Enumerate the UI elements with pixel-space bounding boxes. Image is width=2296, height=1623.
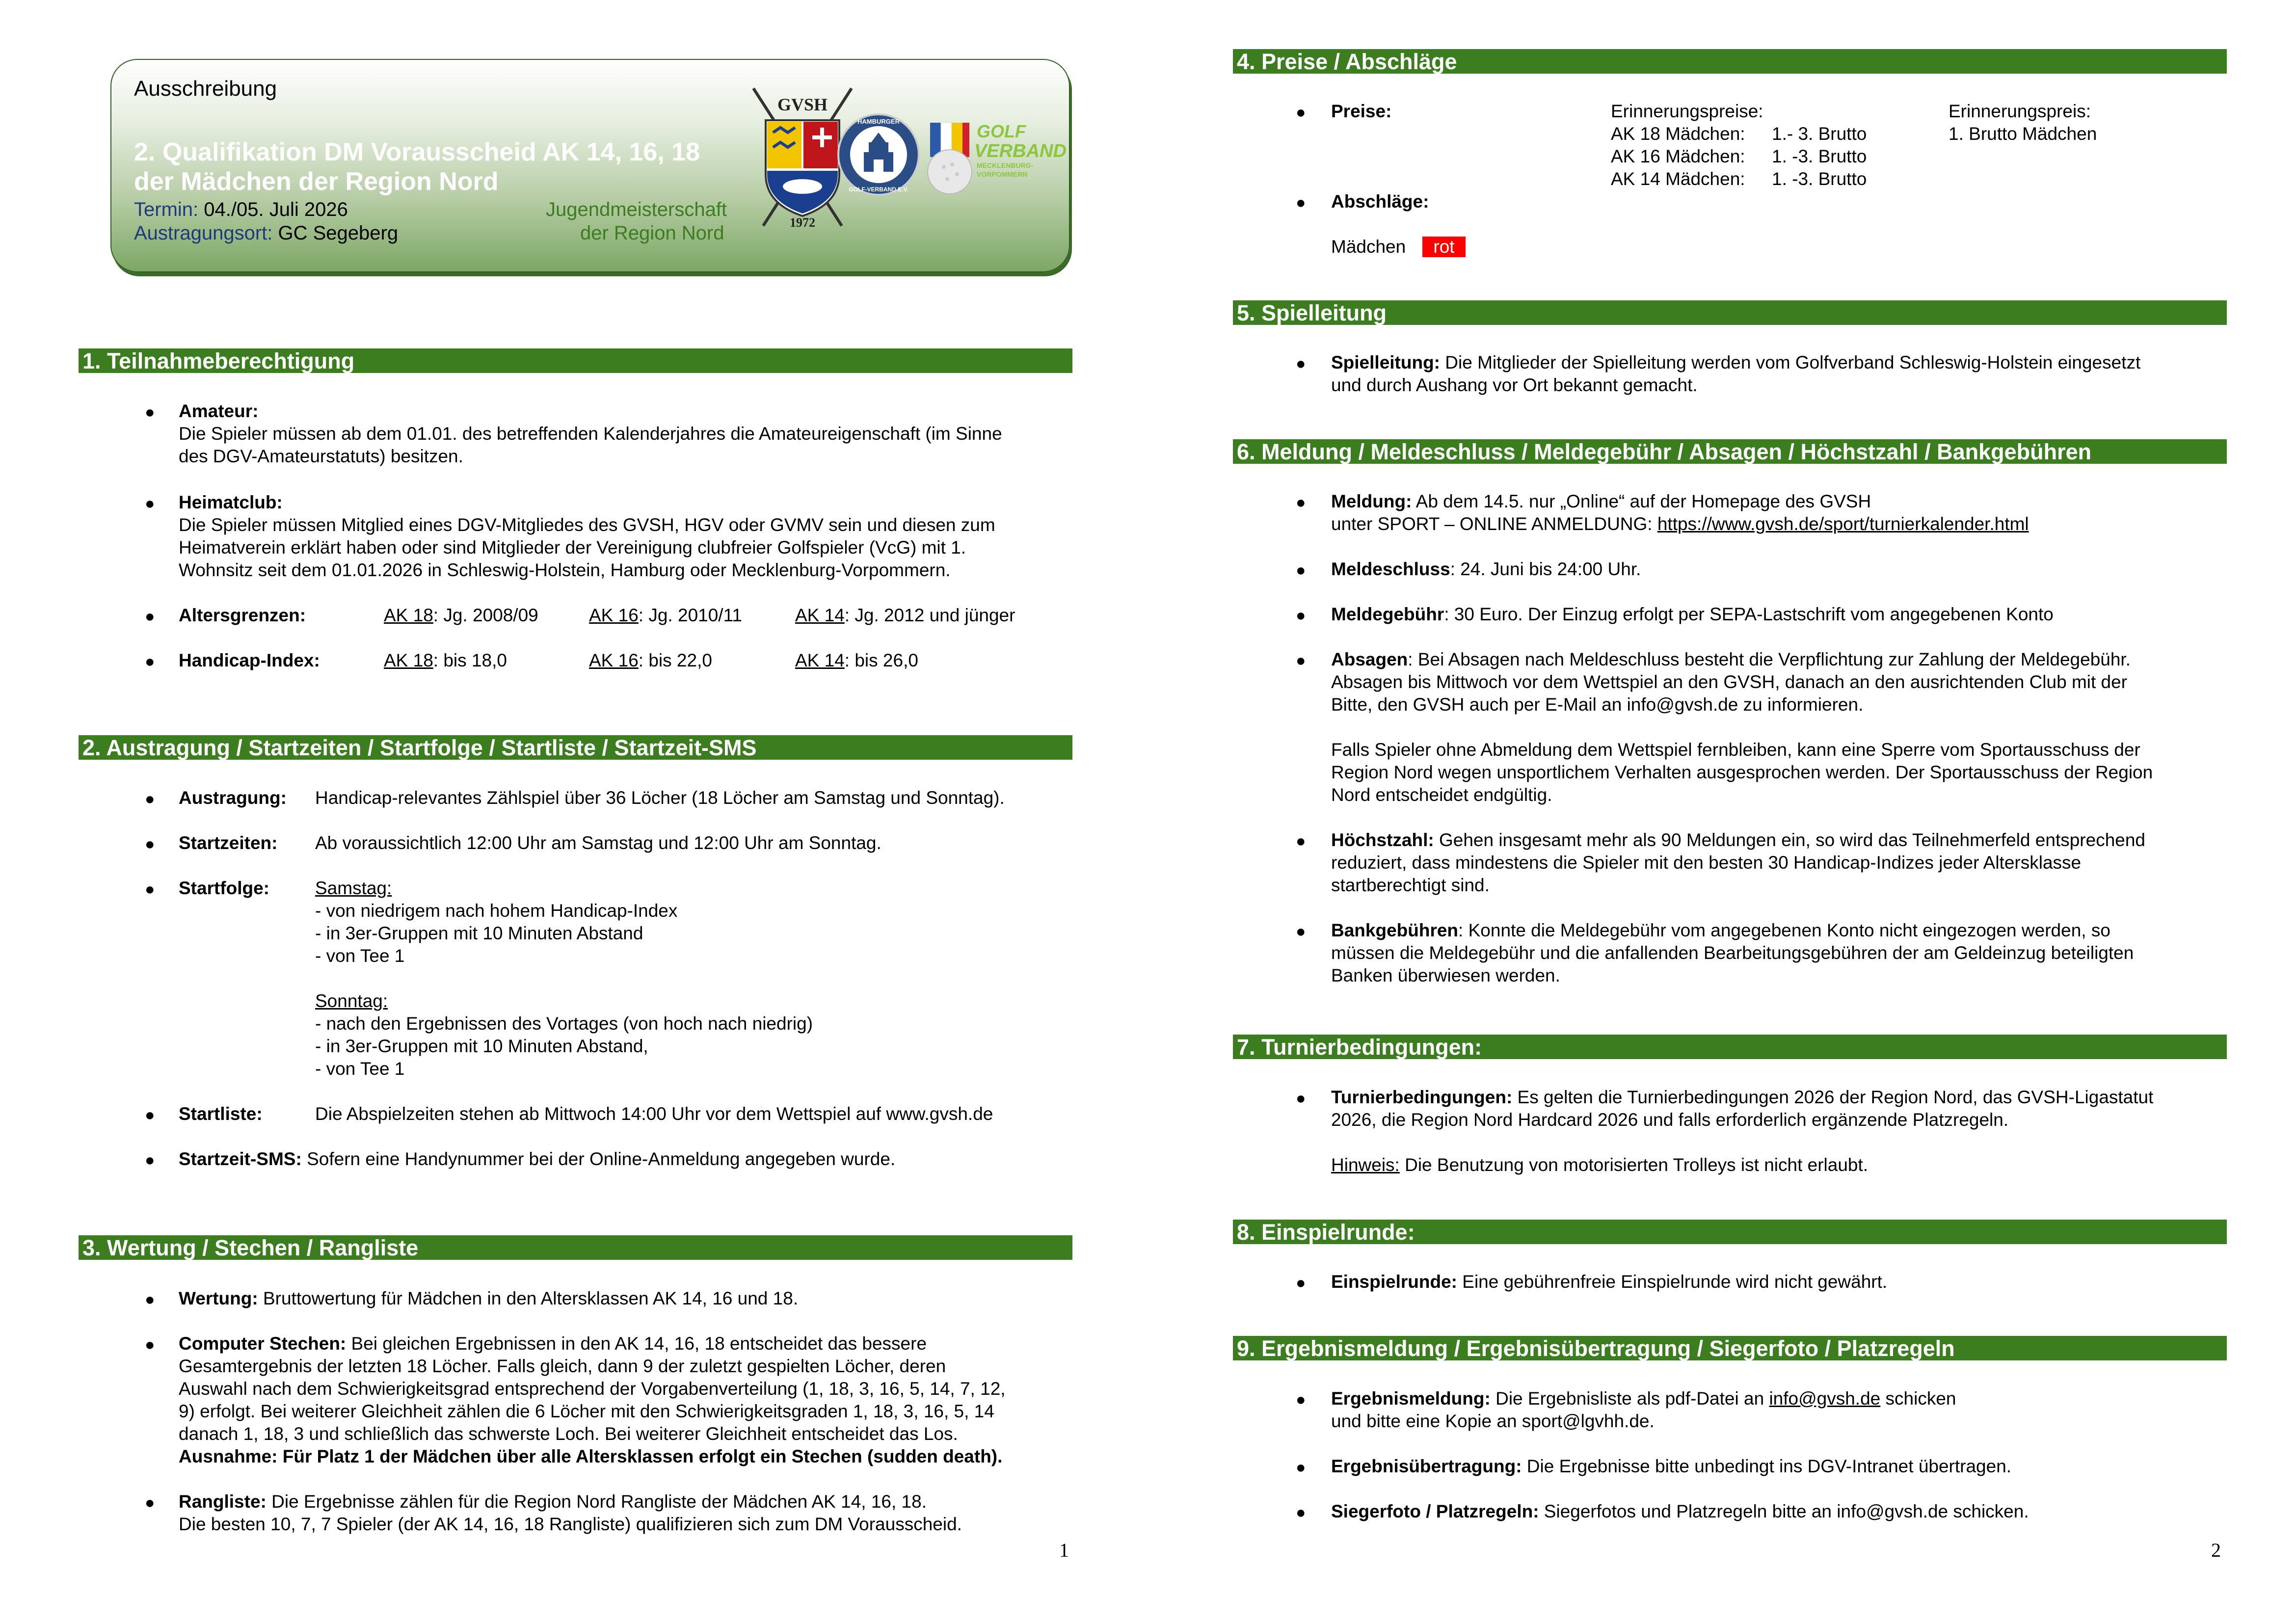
meldeschluss-text: Meldeschluss: 24. Juni bis 24:00 Uhr. [1331,559,1641,579]
turnierbedingungen-text-2: 2026, die Region Nord Hardcard 2026 und falls erforderlich ergänzende Platzregeln. [1331,1110,2009,1130]
bullet: ● [145,1493,155,1512]
sonntag-line-2: - in 3er-Gruppen mit 10 Minuten Abstand, [315,1036,648,1056]
bullet: ● [1296,1274,1306,1292]
cs-text-5: danach 1, 18, 3 und schließlich das schwerste Loch. Bei weiterer Gleichheit entscheidet das Los. [179,1424,958,1444]
bullet: ● [145,1151,155,1170]
samstag-label: Samstag: [315,878,392,898]
bullet: ● [1296,193,1306,212]
ep-row-1-val: 1.- 3. Brutto [1772,124,1867,144]
sonntag-line-3: - von Tee 1 [315,1059,405,1079]
ergebnismeldung-text-2: und bitte eine Kopie an sport@lgvhh.de. [1331,1411,1655,1431]
bullet: ● [1296,651,1306,670]
bullet: ● [1296,606,1306,625]
amateur-text-1: Die Spieler müssen ab dem 01.01. des betreffenden Kalenderjahres die Amateureigenschaft (im Sinne [179,424,1002,444]
bullet: ● [145,607,155,626]
amateur-text-2: des DGV-Amateurstatuts) besitzen. [179,446,463,466]
section-3-title: 3. Wertung / Stechen / Rangliste [79,1235,1072,1260]
absagen-text-1: Absagen: Bei Absagen nach Meldeschluss besteht die Verpflichtung zur Zahlung der Meldegebühr. [1331,649,2131,669]
svg-text:GOLF-VERBAND E.V.: GOLF-VERBAND E.V. [849,186,908,193]
startzeiten-text: Ab voraussichtlich 12:00 Uhr am Samstag und 12:00 Uhr am Sonntag. [315,833,881,853]
page-number-2: 2 [2211,1539,2221,1561]
svg-text:1972: 1972 [790,215,815,230]
sonntag-label: Sonntag: [315,991,388,1011]
svg-text:GVSH: GVSH [777,95,828,114]
hoechstzahl-text-1: Höchstzahl: Gehen insgesamt mehr als 90 Meldungen ein, so wird das Teilnehmerfeld entsprechend [1331,830,2146,850]
cs-text-3: Auswahl nach dem Schwierigkeitsgrad entsprechend der Vorgabenverteilung (1, 18, 3, 16, 5, 14, 7, 12, [179,1379,1006,1399]
termin: Termin: 04./05. Juli 2026 [134,199,348,220]
spielleitung-text-2: und durch Aushang vor Ort bekannt gemacht. [1331,375,1698,395]
startfolge-label: Startfolge: [179,878,269,898]
heimat-text-2: Heimatverein erklärt haben oder sind Mitglieder der Vereinigung clubfreier Golfspieler (VcG) mit 1. [179,537,966,558]
bullet: ● [1296,1458,1306,1477]
absagen-text-3: Bitte, den GVSH auch per E-Mail an info@gvsh.de zu informieren. [1331,694,1864,715]
section-5-title: 5. Spielleitung [1233,300,2227,325]
absagen-text-5: Region Nord wegen unsportlichem Verhalten ausgesprochen werden. Der Sportausschuss der Region [1331,762,2153,782]
svg-text:MECKLENBURG-: MECKLENBURG- [977,161,1034,169]
austragung-text: Handicap-relevantes Zählspiel über 36 Löcher (18 Löcher am Samstag und Sonntag). [315,788,1005,808]
maedchen-label: Mädchen [1331,237,1406,257]
bullet: ● [1296,561,1306,580]
absagen-text-2: Absagen bis Mittwoch vor dem Wettspiel an den GVSH, danach an den ausrichtenden Club mit der [1331,672,2128,692]
jm-line-2: der Region Nord [580,222,724,244]
alter-ak14: AK 14: Jg. 2012 und jünger [795,605,1015,625]
bullet: ● [1296,922,1306,941]
page-number-1: 1 [1059,1539,1069,1561]
abschlaege-label: Abschläge: [1331,191,1429,212]
hcp-ak18: AK 18: bis 18,0 [384,650,507,670]
ep2-head: Erinnerungspreis: [1949,101,2091,121]
jm-line-1: Jugendmeisterschaft [546,199,727,220]
preise-label: Preise: [1331,101,1392,121]
section-2-title: 2. Austragung / Startzeiten / Startfolge / Startliste / Startzeit-SMS [79,735,1072,760]
bullet: ● [145,880,155,899]
bullet: ● [145,403,155,422]
bullet: ● [1296,103,1306,122]
hoechstzahl-text-3: startberechtigt sind. [1331,875,1490,895]
heimat-label: Heimatclub: [179,492,283,512]
meldegebuehr-text: Meldegebühr: 30 Euro. Der Einzug erfolgt per SEPA-Lastschrift vom angegebenen Konto [1331,604,2054,624]
ep2-line-1: 1. Brutto Mädchen [1949,124,2097,144]
bullet: ● [145,790,155,808]
title-line-1: 2. Qualifikation DM Vorausscheid AK 14, 16, 18 [134,138,700,166]
heimat-text-1: Die Spieler müssen Mitglied eines DGV-Mitgliedes des GVSH, HGV oder GVMV sein und diesen zum [179,515,995,535]
startzeiten-label: Startzeiten: [179,833,278,853]
ep-row-3-val: 1. -3. Brutto [1772,169,1867,189]
section-9-title: 9. Ergebnismeldung / Ergebnisübertragung / Siegerfoto / Platzregeln [1233,1336,2227,1360]
einspielrunde-text: Einspielrunde: Eine gebührenfreie Einspielrunde wird nicht gewährt. [1331,1272,1888,1292]
bullet: ● [145,1335,155,1354]
meldung-text-1: Meldung: Ab dem 14.5. nur „Online“ auf der Homepage des GVSH [1331,491,1871,511]
bankgebuehren-text-2: müssen die Meldegebühr und die anfallenden Bearbeitungsgebühren der am Geldeinzug beteiligten [1331,943,2134,963]
austragung-label: Austragung: [179,788,287,808]
rl-text-1: Rangliste: Die Ergebnisse zählen für die Region Nord Rangliste der Mädchen AK 14, 16, 18. [179,1491,927,1512]
ergebnisuebertragung-text: Ergebnisübertragung: Die Ergebnisse bitte unbedingt ins DGV-Intranet übertragen. [1331,1456,2012,1476]
section-1-title: 1. Teilnahmeberechtigung [79,348,1072,373]
startliste-label: Startliste: [179,1104,263,1124]
bullet: ● [1296,1089,1306,1108]
title-line-2: der Mädchen der Region Nord [134,167,499,196]
bullet: ● [145,1290,155,1309]
bullet: ● [145,835,155,853]
wertung-text: Wertung: Bruttowertung für Mädchen in den Altersklassen AK 14, 16 und 18. [179,1288,799,1308]
absagen-text-4: Falls Spieler ohne Abmeldung dem Wettspiel fernbleiben, kann eine Sperre vom Sportausschuss der [1331,740,2140,760]
bullet: ● [1296,832,1306,851]
turnierbedingungen-text-1: Turnierbedingungen: Es gelten die Turnierbedingungen 2026 der Region Nord, das GVSH-Ligastatut [1331,1087,2154,1107]
tee-color-badge: rot [1422,237,1466,257]
ep-row-2-val: 1. -3. Brutto [1772,146,1867,166]
ep-row-2-key: AK 16 Mädchen: [1611,146,1745,166]
bullet: ● [1296,354,1306,373]
sonntag-line-1: - nach den Ergebnissen des Vortages (von hoch nach niedrig) [315,1013,813,1034]
hcp-ak16: AK 16: bis 22,0 [589,650,712,670]
sms-text: Startzeit-SMS: Sofern eine Handynummer bei der Online-Anmeldung angegeben wurde. [179,1149,896,1169]
doc-type: Ausschreibung [134,77,277,101]
svg-text:HAMBURGER: HAMBURGER [857,118,900,125]
amateur-label: Amateur: [179,401,259,421]
section-8-title: 8. Einspielrunde: [1233,1220,2227,1244]
hinweis-text: Hinweis: Die Benutzung von motorisierten Trolleys ist nicht erlaubt. [1331,1155,1869,1175]
hoechstzahl-text-2: reduziert, dass mindestens die Spieler mit den besten 30 Handicap-Indizes jeder Altersklasse [1331,852,2082,873]
section-4-title: 4. Preise / Abschläge [1233,49,2227,74]
siegerfoto-text: Siegerfoto / Platzregeln: Siegerfotos und Platzregeln bitte an info@gvsh.de schicken. [1331,1501,2029,1521]
hcp-ak14: AK 14: bis 26,0 [795,650,918,670]
alter-label: Altersgrenzen: [179,605,306,625]
rl-text-2: Die besten 10, 7, 7 Spieler (der AK 14, 16, 18 Rangliste) qualifizieren sich zum DM Vorausscheid. [179,1514,962,1534]
bankgebuehren-text-3: Banken überwiesen werden. [1331,965,1560,985]
spielleitung-text-1: Spielleitung: Die Mitglieder der Spielleitung werden vom Golfverband Schleswig-Holstein eingesetzt [1331,352,2141,372]
meldung-text-2: unter SPORT – ONLINE ANMELDUNG: https://www.gvsh.de/sport/turnierkalender.html [1331,514,2029,534]
info-email-link[interactable]: info@gvsh.de [1769,1388,1881,1409]
cs-text-2: Gesamtergebnis der letzten 18 Löcher. Falls gleich, dann 9 der zuletzt gespielten Löcher, deren [179,1356,946,1376]
ergebnismeldung-text-1: Ergebnismeldung: Die Ergebnisliste als pdf-Datei an info@gvsh.de schicken [1331,1388,1956,1409]
bullet: ● [1296,493,1306,512]
ep-head: Erinnerungspreise: [1611,101,1763,121]
alter-ak16: AK 16: Jg. 2010/11 [589,605,742,625]
heimat-text-3: Wohnsitz seit dem 01.01.2026 in Schleswig-Holstein, Hamburg oder Mecklenburg-Vorpommern. [179,560,951,580]
bullet: ● [145,652,155,671]
alter-ak18: AK 18: Jg. 2008/09 [384,605,538,625]
ep-row-1-key: AK 18 Mädchen: [1611,124,1745,144]
samstag-line-3: - von Tee 1 [315,946,405,966]
section-7-title: 7. Turnierbedingungen: [1233,1035,2227,1059]
hcp-label: Handicap-Index: [179,650,320,670]
startliste-text: Die Abspielzeiten stehen ab Mittwoch 14:00 Uhr vor dem Wettspiel auf www.gvsh.de [315,1104,993,1124]
bullet: ● [1296,1503,1306,1522]
hgv-logo-icon [837,113,920,196]
cs-text-1: Computer Stechen: Bei gleichen Ergebnissen in den AK 14, 16, 18 entscheidet das bessere [179,1333,927,1354]
bullet: ● [145,1106,155,1124]
cs-text-4: 9) erfolgt. Bei weiterer Gleichheit zählen die 6 Löcher mit den Schwierigkeitsgraden 1, 18, 3, 16, 5, 14 [179,1401,994,1421]
ep-row-3-key: AK 14 Mädchen: [1611,169,1745,189]
section-6-title: 6. Meldung / Meldeschluss / Meldegebühr / Absagen / Höchstzahl / Bankgebühren [1233,439,2227,464]
bullet: ● [1296,1390,1306,1409]
samstag-line-2: - in 3er-Gruppen mit 10 Minuten Abstand [315,923,643,943]
gvmv-logo-icon [925,118,1068,201]
absagen-text-6: Nord entscheidet endgültig. [1331,785,1552,805]
samstag-line-1: - von niedrigem nach hohem Handicap-Index [315,901,678,921]
turnierkalender-link[interactable]: https://www.gvsh.de/sport/turnierkalender.html [1657,514,2029,534]
bullet: ● [145,494,155,513]
austragungsort: Austragungsort: GC Segeberg [134,222,399,244]
bankgebuehren-text-1: Bankgebühren: Konnte die Meldegebühr vom angegebenen Konto nicht eingezogen werden, so [1331,920,2110,940]
svg-text:VERBAND: VERBAND [974,141,1067,161]
cs-text-6: Ausnahme: Für Platz 1 der Mädchen über alle Altersklassen erfolgt ein Stechen (sudden death). [179,1446,1003,1466]
svg-text:GOLF: GOLF [977,121,1026,141]
svg-text:VORPOMMERN: VORPOMMERN [977,170,1028,178]
